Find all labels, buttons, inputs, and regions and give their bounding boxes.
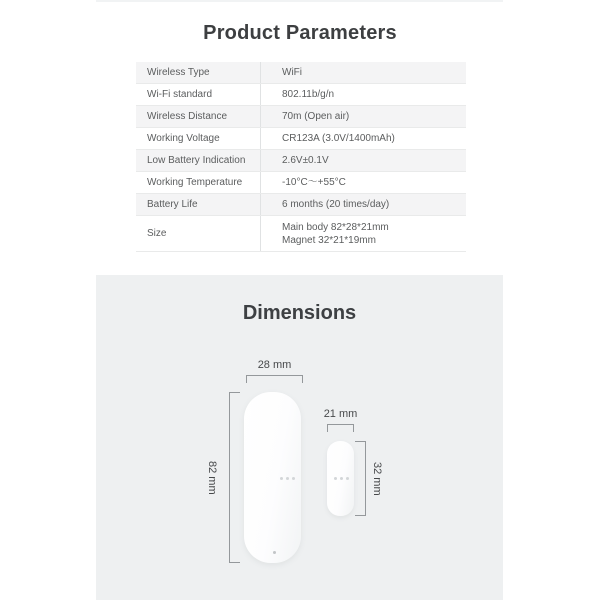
param-label: Wireless Type xyxy=(147,67,210,78)
param-label: Battery Life xyxy=(147,199,198,210)
param-label: Size xyxy=(147,228,167,239)
param-label: Working Temperature xyxy=(147,177,243,188)
main-body-width-label: 28 mm xyxy=(257,359,292,371)
dimensions-panel xyxy=(96,275,503,600)
param-value-text: CR123A (3.0V/1400mAh) xyxy=(282,133,395,144)
main-body-width-bracket xyxy=(246,375,303,383)
param-value-text: 6 months (20 times/day) xyxy=(282,199,390,210)
param-value-text: WiFi xyxy=(282,67,302,78)
table-row xyxy=(136,106,466,128)
table-row xyxy=(136,194,466,216)
param-value xyxy=(260,62,466,83)
table-row xyxy=(136,128,466,150)
param-value-text: 802.11b/g/n xyxy=(282,89,335,100)
param-value-text: -10°C～+55°C xyxy=(282,177,346,188)
parameters-table xyxy=(136,62,466,252)
main-body-height-label: 82 mm xyxy=(206,460,218,495)
sensor-led-hole xyxy=(273,551,276,554)
param-value xyxy=(260,106,466,127)
main-body-height-bracket xyxy=(229,392,240,563)
page-title: Product Parameters xyxy=(203,22,397,44)
param-value-text: 2.6V±0.1V xyxy=(282,155,329,166)
param-value-text: Magnet 32*21*19mm xyxy=(282,234,376,246)
table-row xyxy=(136,62,466,84)
table-row xyxy=(136,172,466,194)
magnet-height-label: 32 mm xyxy=(371,461,383,496)
param-value xyxy=(260,150,466,171)
sensor-seam-dot xyxy=(280,477,283,480)
dimensions-title: Dimensions xyxy=(242,302,357,324)
param-label: Wireless Distance xyxy=(147,111,228,122)
previous-section-edge xyxy=(96,0,503,2)
table-row xyxy=(136,216,466,252)
param-label: Wi-Fi standard xyxy=(147,89,213,100)
param-label: Working Voltage xyxy=(147,133,220,144)
magnet-width-bracket xyxy=(327,424,354,432)
param-value xyxy=(260,216,466,251)
magnet-seam-dot xyxy=(340,477,343,480)
param-value-text: Main body 82*28*21mm xyxy=(282,221,389,233)
table-row xyxy=(136,84,466,106)
param-label: Low Battery Indication xyxy=(147,155,246,166)
magnet-seam-dot xyxy=(346,477,349,480)
param-value xyxy=(260,128,466,149)
sensor-seam-dot xyxy=(292,477,295,480)
sensor-seam-dot xyxy=(286,477,289,480)
magnet-seam-dot xyxy=(334,477,337,480)
magnet-width-label: 21 mm xyxy=(323,408,358,420)
param-value xyxy=(260,194,466,215)
param-value xyxy=(260,84,466,105)
param-value-text: 70m (Open air) xyxy=(282,111,350,122)
table-row xyxy=(136,150,466,172)
magnet-height-bracket xyxy=(355,441,366,516)
param-value xyxy=(260,172,466,193)
